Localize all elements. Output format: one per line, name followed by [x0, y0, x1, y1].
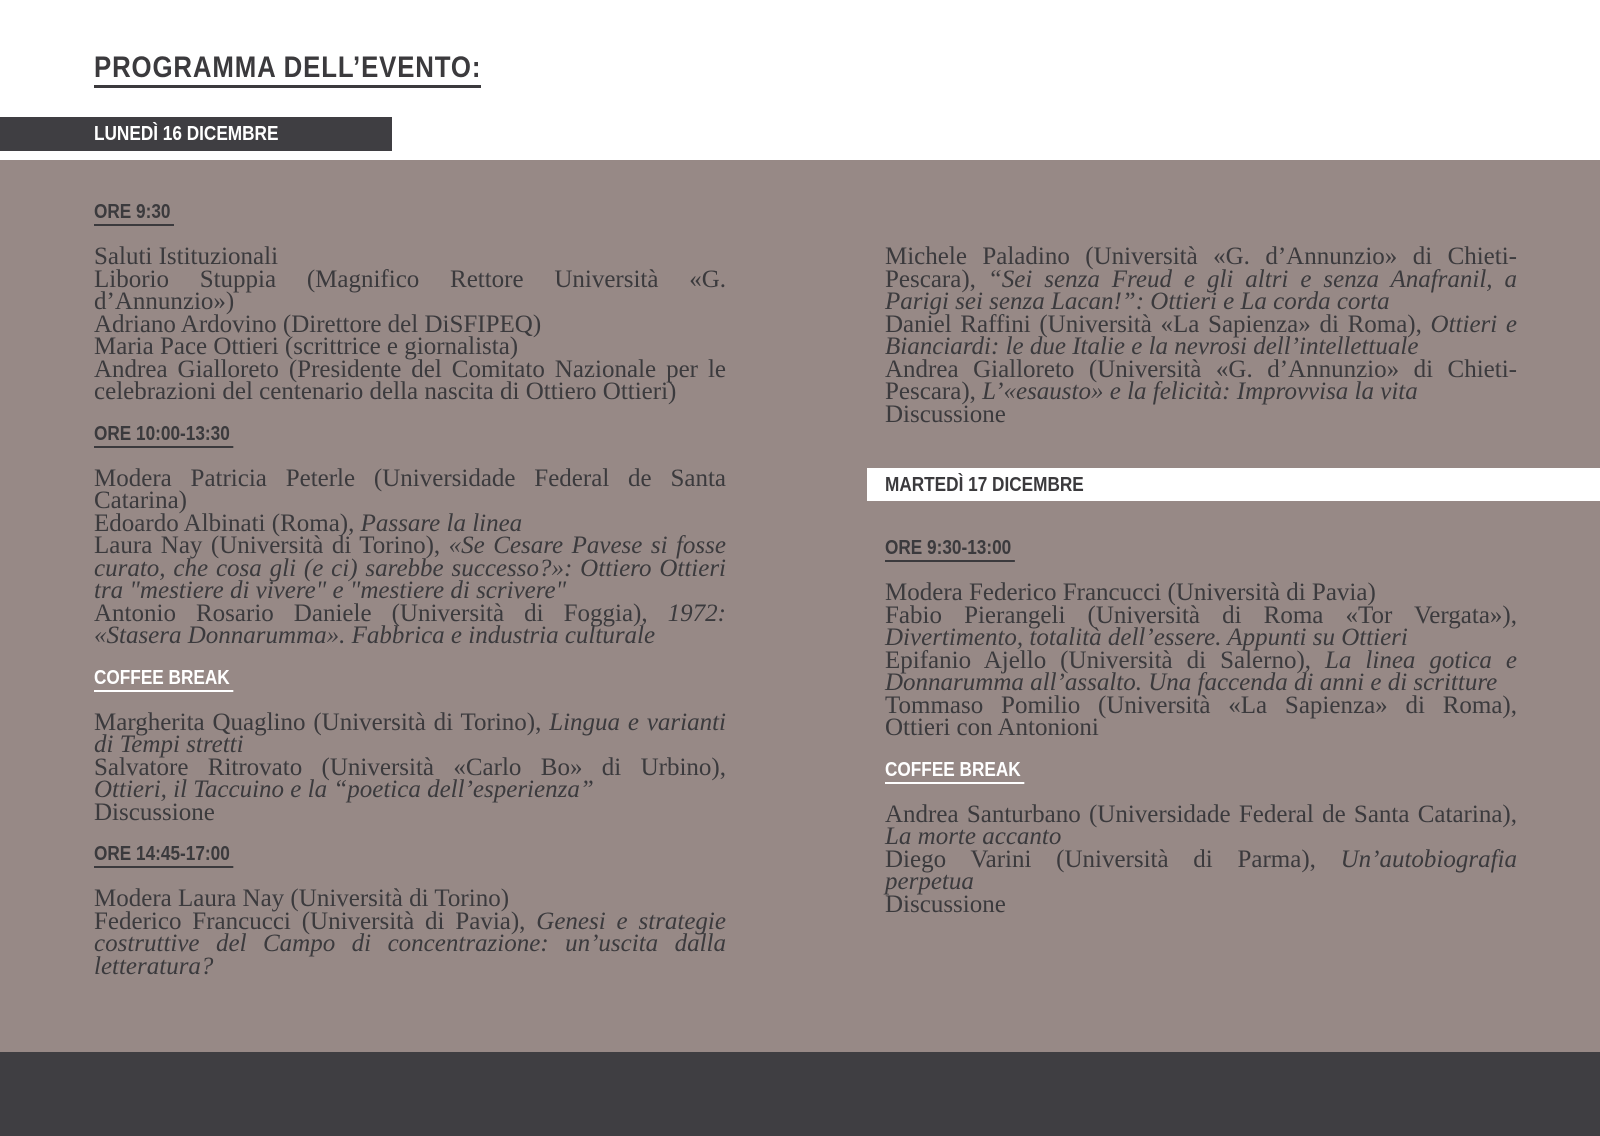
program-entry	[885, 601, 1517, 651]
program-entry	[885, 355, 1517, 405]
left-column	[94, 200, 726, 996]
day-banner-tuesday	[867, 468, 1600, 501]
speaker: Andrea Santurbano (Universidade Federal de Santa Catarina),	[885, 800, 1517, 828]
talk-title: Ottieri e Bianciardi: le due Italie e la nevrosi dell’intellettuale	[885, 310, 1517, 360]
right-column-tuesday	[885, 536, 1517, 934]
slot-tuesday-0930	[885, 536, 1517, 740]
slot-monday-0930	[94, 200, 726, 404]
program-entry: Liborio Stuppia (Magnifico Rettore Università «G. d’Annunzio»)	[94, 265, 726, 315]
program-entry	[94, 753, 726, 803]
speaker: Laura Nay (Università di Torino),	[94, 532, 449, 559]
program-entry	[94, 532, 726, 604]
program-entry: Modera Federico Francucci (Università di Pavia)	[885, 579, 1376, 606]
program-entry: Discussione	[885, 890, 1006, 918]
program-entry	[885, 800, 1517, 850]
day-banner-monday	[0, 117, 392, 151]
talk-title: L’«esausto» e la felicità: Improvvisa la vita	[982, 378, 1418, 405]
talk-title: Lingua e varianti di Tempi stretti	[94, 708, 726, 758]
talk-title: 1972: «Stasera Donnarumma». Fabbrica e industria culturale	[94, 599, 726, 649]
program-entry: Tommaso Pomilio (Università «La Sapienza» di Roma), Ottieri con Antonioni	[885, 691, 1517, 741]
program-entry	[94, 599, 726, 649]
speaker: Antonio Rosario Daniele (Università di Foggia),	[94, 599, 668, 627]
speaker: Diego Varini (Università di Parma),	[885, 845, 1341, 873]
program-entry	[885, 310, 1517, 360]
speaker: Edoardo Albinati (Roma),	[94, 509, 361, 537]
slot-heading: ORE 9:30-13:00	[885, 536, 1015, 562]
speaker: Federico Francucci (Università di Pavia),	[94, 907, 537, 935]
program-entry: Modera Patricia Peterle (Universidade Federal de Santa Catarina)	[94, 464, 726, 514]
page-title: PROGRAMMA DELL’EVENTO:	[94, 52, 481, 88]
talk-title: La linea gotica e Donnarumma all’assalto. Una faccenda di anni e di scritture	[885, 646, 1517, 696]
coffee-break-heading: COFFEE BREAK	[885, 758, 1024, 784]
day-label-monday: LUNEDÌ 16 DICEMBRE	[94, 123, 279, 145]
speaker: Epifanio Ajello (Università di Salerno),	[885, 646, 1326, 674]
program-entry: Modera Laura Nay (Università di Torino)	[94, 885, 510, 912]
coffee-break-heading: COFFEE BREAK	[94, 666, 233, 692]
day-label-tuesday: MARTEDÌ 17 DICEMBRE	[885, 474, 1084, 496]
talk-title: Passare la linea	[360, 509, 523, 537]
program-entry	[94, 907, 726, 980]
program-entry	[885, 845, 1517, 895]
slot-tuesday-coffee	[885, 758, 1517, 917]
talk-title: Ottieri, il Taccuino e la “poetica dell’esperienza”	[94, 776, 594, 803]
slot-monday-continued	[885, 243, 1517, 428]
slot-monday-1445	[94, 842, 726, 978]
right-column	[885, 243, 1517, 444]
program-entry: Discussione	[885, 400, 1006, 428]
slot-heading: ORE 14:45-17:00	[94, 842, 233, 868]
program-entry: Saluti Istituzionali	[94, 243, 279, 270]
slot-monday-coffee	[94, 666, 726, 825]
speaker: Daniel Raffini (Università «La Sapienza» di Roma),	[885, 310, 1431, 338]
talk-title: La morte accanto	[885, 823, 1062, 850]
talk-title: Divertimento, totalità dell’essere. Appunti su Ottieri	[885, 624, 1408, 651]
talk-title: «Se Cesare Pavese si fosse curato, che cosa gli (e ci) sarebbe successo?»: Ottiero Ottieri tra "mestiere di vivere" e "mestiere di scrivere"	[94, 532, 726, 604]
speaker: Salvatore Ritrovato (Università «Carlo Bo» di Urbino),	[94, 753, 726, 781]
program-entry: Adriano Ardovino (Direttore del DiSFIPEQ)	[94, 310, 542, 338]
program-entry	[885, 243, 1517, 315]
speaker: Margherita Quaglino (Università di Torino),	[94, 708, 550, 736]
talk-title: Genesi e strategie costruttive del Campo di concentrazione: un’uscita dalla letteratura?	[94, 907, 726, 980]
speaker: Fabio Pierangeli (Università di Roma «Tor Vergata»),	[885, 601, 1517, 629]
speaker: Michele Paladino (Università «G. d’Annunzio» di Chieti-Pescara),	[885, 243, 1517, 293]
slot-monday-1000	[94, 422, 726, 648]
speaker: Andrea Gialloreto (Università «G. d’Annunzio» di Chieti-Pescara),	[885, 355, 1517, 405]
program-entry	[885, 646, 1517, 696]
program-entry: Maria Pace Ottieri (scrittrice e giornalista)	[94, 333, 519, 360]
program-entry	[94, 708, 726, 758]
footer-bar	[0, 1052, 1600, 1136]
program-entry: Discussione	[94, 798, 215, 826]
slot-heading: ORE 9:30	[94, 200, 174, 226]
talk-title: “Sei senza Freud e gli altri e senza Anafranil, a Parigi sei senza Lacan!”: Ottieri e La corda corta	[885, 265, 1517, 315]
talk-title: Un’autobiografia perpetua	[885, 845, 1517, 895]
program-entry: Andrea Gialloreto (Presidente del Comitato Nazionale per le celebrazioni del centenario della nascita di Ottiero Ottieri)	[94, 355, 726, 405]
slot-heading: ORE 10:00-13:30	[94, 422, 233, 448]
